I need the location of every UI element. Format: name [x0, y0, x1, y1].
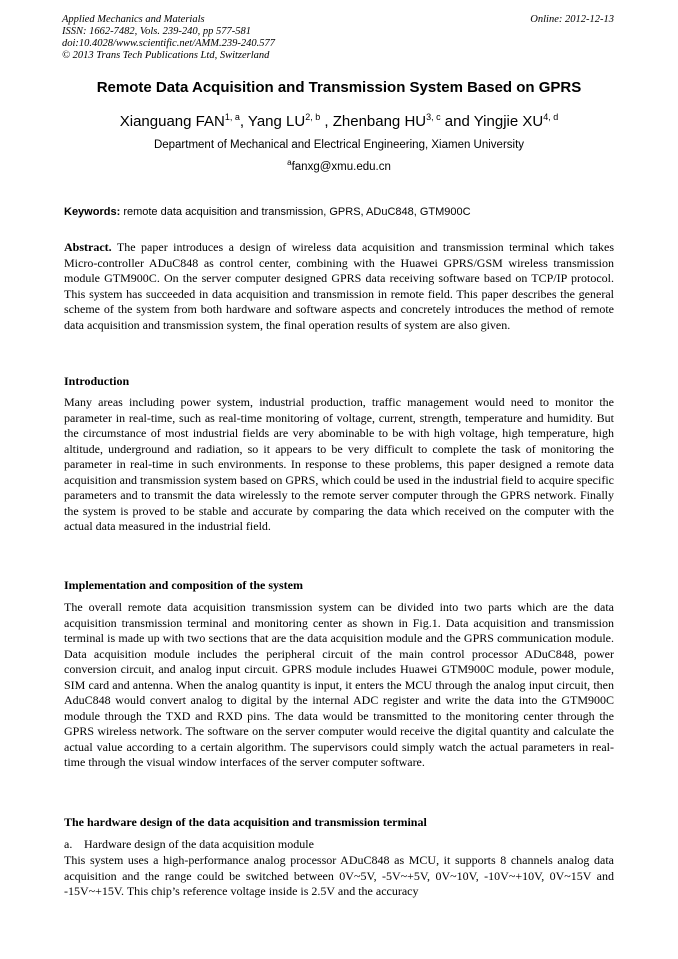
keywords	[64, 205, 616, 219]
online-date: Online: 2012-12-13	[530, 14, 614, 25]
keywords-text: remote data acquisition and transmission, GPRS, ADuC848, GTM900C	[123, 206, 471, 218]
author-separator: ,	[320, 113, 333, 130]
author-affiliation-mark: 4, d	[543, 112, 559, 122]
subsection-heading	[64, 837, 616, 853]
author-affiliation-mark: 3, c	[426, 112, 441, 122]
issn-line: ISSN: 1662-7482, Vols. 239-240, pp 577-581	[62, 26, 251, 37]
journal-name: Applied Mechanics and Materials	[62, 14, 205, 25]
author-affiliation-mark: 1, a	[224, 112, 240, 122]
author-name: Yingjie XU	[473, 113, 544, 130]
author-name: Yang LU	[247, 113, 306, 130]
introduction-paragraph: Many areas including power system, industrial production, traffic management would need to monitor the parameter in real-time, such as real-time monitoring of voltage, current, strength, temperature and humidity. But the circumstance of most industrial fields are very abominable to be with high voltage, high temperature, high altitude, underground and radiation, so it appears to be very difficult to complete the task of monitoring the parameter in real-time in such environments. In response to these problems, this paper designed a remote data acquisition and transmission system based on GPRS, which could be used in the industrial field to acquire specific parameters and to transmit the data wirelessly to the remote server computer through the GPRS network. Finally the system is proved to be stable and accurate by comparing the data which received on the computer with the actual data measured in the industrial field.	[64, 395, 614, 533]
author-email	[0, 159, 678, 175]
abstract-text: The paper introduces a design of wireless data acquisition and transmission terminal which takes Micro-controller ADuC848 as control center, combining with the Huawei GPRS/GSM wireless transmission module GTM900C. On the server computer designed GPRS data receiving software based on TCP/IP protocol. This system has succeeded in data acquisition and transmission in remote field. This paper describes the general scheme of the system from both hardware and software aspects and concretely introduces the method of remote data acquisition and transmission system, the final operation results of system are also given.	[64, 240, 614, 332]
author-name: Zhenbang HU	[332, 113, 427, 130]
abstract-label: Abstract.	[64, 240, 112, 254]
subsection-title: Hardware design of the data acquisition module	[84, 837, 314, 851]
implementation-paragraph: The overall remote data acquisition transmission system can be divided into two parts which are the data acquisition transmission terminal and monitoring center as shown in Fig.1. Data acquisition and transmission terminal is made up with two sections that are the data acquisition module and the GPRS communication module. Data acquisition module includes the peripheral circuit of the main control processor ADuC848, power conversion circuit, and analog input circuit. GPRS module includes Huawei GTM900C module, power module, SIM card and antenna. When the analog quantity is input, it enters the MCU through the analog input circuit, then AduC848 would convert analog to digital by the internal ADC register and write the data into the GTM900C module through the TXD and RXD pins. The data would be transmitted to the monitoring center through the GPRS wireless network. The software on the server computer would receive the digital quantity and calculate the actual value according to a certain algorithm. The supervisors could simply watch the actual parameters in real-time through the visual window interfaces of the server computer software.	[64, 600, 614, 769]
author-separator: and	[440, 113, 474, 130]
doi-line: doi:10.4028/www.scientific.net/AMM.239-240.577	[62, 38, 275, 49]
section-heading-introduction: Introduction	[64, 374, 130, 388]
author-separator: ,	[239, 113, 248, 130]
author-affiliation-mark: 2, b	[305, 112, 321, 122]
section-heading-implementation: Implementation and composition of the system	[64, 578, 303, 592]
section-heading-hardware: The hardware design of the data acquisition and transmission terminal	[64, 815, 427, 829]
hardware-paragraph: This system uses a high-performance analog processor ADuC848 as MCU, it supports 8 channels analog data acquisition and the range could be switched between 0V~5V, -5V~+5V, 0V~10V, -10V~+10V, 0V~15V and -15V~+15V. This chip’s reference voltage inside is 2.5V and the accuracy	[64, 853, 614, 898]
abstract	[64, 240, 614, 333]
email-address: fanxg@xmu.edu.cn	[291, 161, 391, 173]
email-mark: a	[287, 158, 292, 168]
author-name: Xianguang FAN	[119, 113, 225, 130]
affiliation: Department of Mechanical and Electrical Engineering, Xiamen University	[153, 139, 525, 151]
keywords-label: Keywords:	[64, 206, 121, 218]
author-list	[0, 112, 678, 132]
subsection-number: a.	[64, 837, 73, 851]
paper-title: Remote Data Acquisition and Transmission System Based on GPRS	[96, 79, 582, 96]
running-header	[62, 14, 614, 62]
copyright-line: © 2013 Trans Tech Publications Ltd, Switzerland	[62, 50, 270, 61]
